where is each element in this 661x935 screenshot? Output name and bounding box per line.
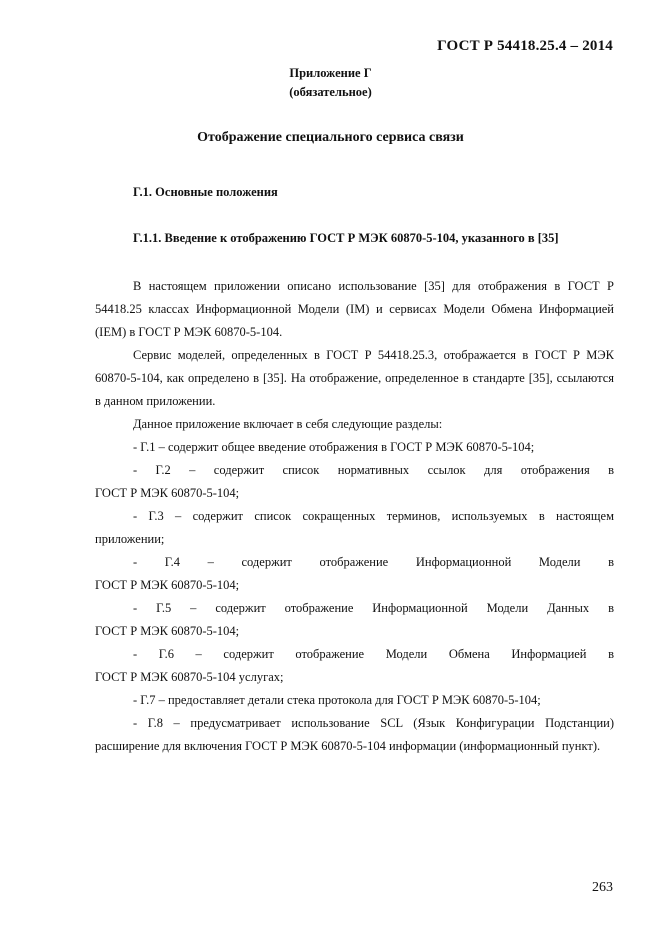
list-item-continuation: ГОСТ Р МЭК 60870-5-104; xyxy=(95,486,240,500)
list-item-g2 xyxy=(95,459,614,505)
main-title: Отображение специального сервиса связи xyxy=(197,130,464,145)
list-item-continuation: ГОСТ Р МЭК 60870-5-104 услугах; xyxy=(95,670,284,684)
paragraph-services: Сервис моделей, определенных в ГОСТ Р 54418.25.3, отображается в ГОСТ Р МЭК 60870-5-104, как определено в [35]. На отображение, определенное в стандарте [35], ссылаются в данном приложении. xyxy=(95,348,614,408)
standard-header: ГОСТ Р 54418.25.4 – 2014 xyxy=(437,38,613,54)
annex-heading xyxy=(0,64,661,102)
list-item-line: - Г.4 – содержит отображение Информационной Модели в xyxy=(133,555,614,569)
list-item-g8: - Г.8 – предусматривает использование SCL (Язык Конфигурации Подстанции) расширение для включения ГОСТ Р МЭК 60870-5-104 информации (информационный пункт). xyxy=(95,716,614,753)
list-item-g7: - Г.7 – предоставляет детали стека протокола для ГОСТ Р МЭК 60870-5-104; xyxy=(133,693,541,707)
list-item-line: - Г.5 – содержит отображение Информационной Модели Данных в xyxy=(133,601,614,615)
page-number: 263 xyxy=(592,880,613,895)
list-item-line: - Г.2 – содержит список нормативных ссылок для отображения в xyxy=(133,463,614,477)
section-heading-g1: Г.1. Основные положения xyxy=(133,185,278,199)
body-text xyxy=(95,275,614,758)
annex-status: (обязательное) xyxy=(289,85,372,99)
list-item-line: - Г.3 – содержит список сокращенных терминов, используемых в настоящем xyxy=(133,509,614,523)
list-item-continuation: ГОСТ Р МЭК 60870-5-104; xyxy=(95,578,240,592)
paragraph-intro: В настоящем приложении описано использование [35] для отображения в ГОСТ Р 54418.25 классах Информационной Модели (IM) и сервисах Модели Обмена Информацией (IEM) в ГОСТ Р МЭК 60870-5-104. xyxy=(95,279,614,339)
list-item-g6 xyxy=(95,643,614,689)
list-item-g3 xyxy=(95,505,614,551)
list-item-continuation: приложении; xyxy=(95,532,165,546)
list-item-g4 xyxy=(95,551,614,597)
list-item-g1: - Г.1 – содержит общее введение отображения в ГОСТ Р МЭК 60870-5-104; xyxy=(133,440,535,454)
list-item-continuation: ГОСТ Р МЭК 60870-5-104; xyxy=(95,624,240,638)
list-item-line: - Г.6 – содержит отображение Модели Обмена Информацией в xyxy=(133,647,614,661)
section-heading-g1-1: Г.1.1. Введение к отображению ГОСТ Р МЭК 60870-5-104, указанного в [35] xyxy=(133,231,559,245)
paragraph-sections-intro: Данное приложение включает в себя следующие разделы: xyxy=(133,417,443,431)
annex-title: Приложение Г xyxy=(289,66,372,80)
list-item-g5 xyxy=(95,597,614,643)
